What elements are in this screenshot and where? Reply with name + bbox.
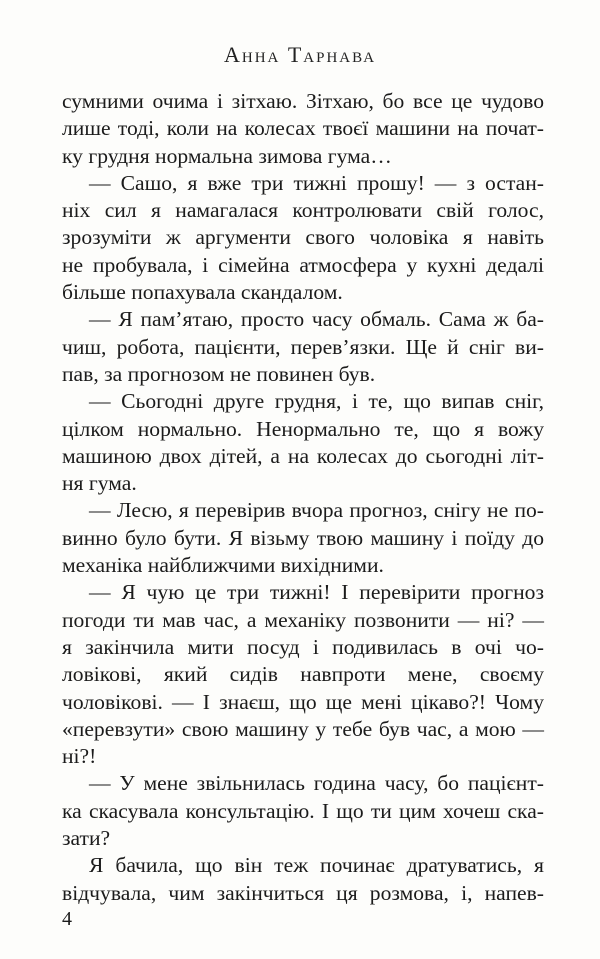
text-line: ні?!	[62, 744, 97, 769]
text-line: — Я чую це три тижні! І перевірити прогноз	[89, 580, 544, 605]
text-line: машиною двох дітей, а на колесах до сьогодні літ-	[62, 443, 544, 468]
text-line: — Я пам’ятаю, просто часу обмаль. Сама ж ба-	[89, 307, 544, 332]
text-line: Я бачила, що він теж починає дратуватись, я	[89, 853, 544, 878]
text-line: — Лесю, я перевірив вчора прогноз, снігу не по-	[89, 498, 544, 523]
body-text	[62, 88, 544, 907]
text-line: «перевзути» свою машину у тебе був час, а мою —	[62, 716, 544, 741]
text-line: не пробувала, і сімейна атмосфера у кухні дедалі	[62, 252, 544, 277]
text-line: лише тоді, коли на колесах твоєї машини на почат-	[62, 116, 544, 141]
text-line: ніх сил я намагалася контролювати свій голос,	[62, 198, 544, 223]
text-line: відчувала, чим закінчиться ця розмова, і, напев-	[62, 880, 544, 905]
text-line: погоди ти мав час, а механіку позвонити — ні? —	[62, 607, 544, 632]
text-line: ку грудня нормальна зимова гума…	[62, 143, 392, 168]
text-line: зати?	[62, 826, 111, 851]
text-line: ка скасувала консультацію. І що ти цим хочеш ска-	[62, 798, 544, 823]
running-header: Анна Тарнава	[223, 42, 377, 67]
text-line: — Сашо, я вже три тижні прошу! — з остан-	[89, 170, 544, 195]
text-line: пав, за прогнозом не повинен був.	[62, 361, 376, 386]
text-line: — У мене звільнилась година часу, бо пацієнт-	[89, 771, 544, 796]
text-line: ловікові, який сидів навпроти мене, своєму	[62, 662, 544, 687]
text-line: чоловікові. — І знаєш, що ще мені цікаво?! Чому	[62, 689, 544, 714]
page-number: 4	[62, 908, 72, 930]
text-line: цілком нормально. Ненормально те, що я вожу	[62, 416, 544, 441]
text-line: чиш, робота, пацієнти, перев’язки. Ще й сніг ви-	[62, 334, 544, 359]
text-line: більше попахувала скандалом.	[62, 280, 343, 305]
text-line: зрозуміти ж аргументи свого чоловіка я навіть	[62, 225, 544, 250]
text-line: винно було бути. Я візьму твою машину і поїду до	[62, 525, 544, 550]
text-line: ня гума.	[62, 471, 137, 496]
text-line: — Сьогодні друге грудня, і те, що випав сніг,	[89, 389, 544, 414]
text-line: сумними очима і зітхаю. Зітхаю, бо все це чудово	[62, 89, 544, 113]
text-line: я закінчила мити посуд і подивилась в очі чо-	[62, 634, 544, 659]
text-line: механіка найближчими вихідними.	[62, 553, 384, 578]
